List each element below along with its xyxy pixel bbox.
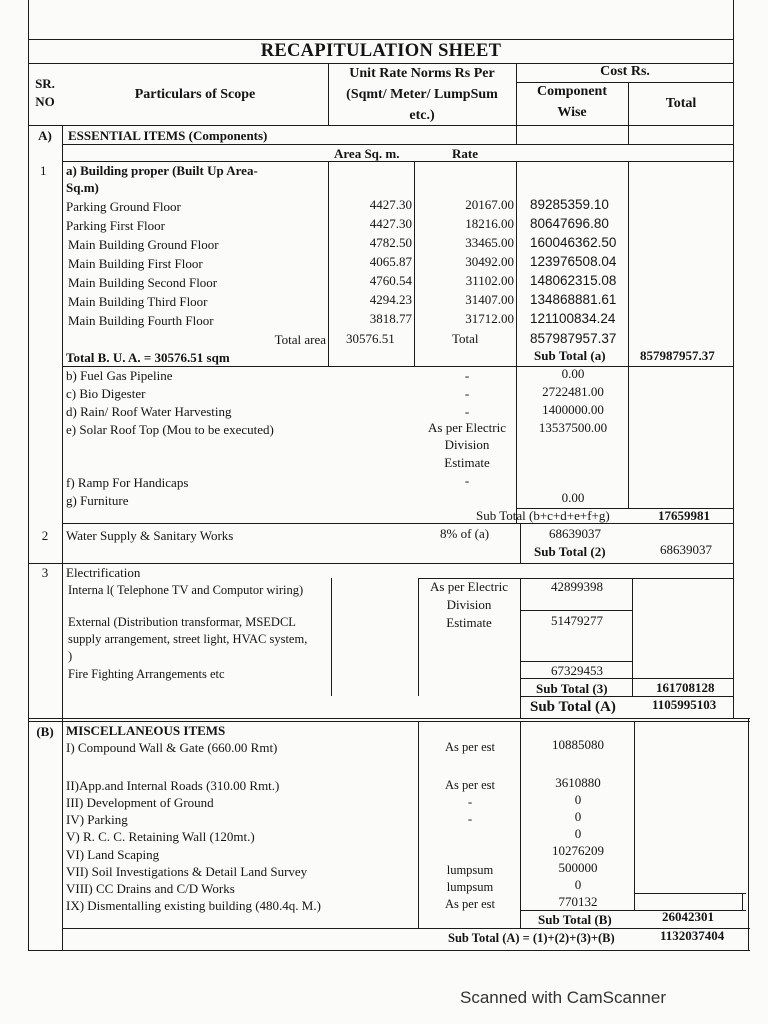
unit-rate-header: Unit Rate Norms Rs Per [349,66,495,81]
total-amount: 857987957.37 [530,331,617,346]
building-row-name: Main Building Fourth Floor [68,313,214,328]
building-row-area: 4427.30 [369,216,412,231]
external-amount: 51479277 [551,613,603,628]
electrification-title: Electrification [66,565,141,580]
fuel-gas-amount: 0.00 [561,366,585,381]
component-header: Component [536,84,607,99]
solar-rate: As per Electric [428,420,506,435]
unit-rate-header: etc.) [409,108,435,123]
building-row-name: Main Building Second Floor [68,275,218,290]
external-works: External (Distribution transformar, MSEDCL [68,615,296,629]
misc-item-amount: 0 [574,826,582,841]
bio-digester-name: c) Bio Digester [66,386,146,401]
building-row-area: 4760.54 [369,273,412,288]
rule [62,928,750,929]
building-row-amount: 160046362.50 [530,235,617,250]
internal-wiring: Interna l( Telephone TV and Computor wiring) [68,583,304,597]
ramp-rate: - [464,473,470,488]
building-row-amount: 123976508.04 [530,254,617,269]
rule [516,161,517,366]
building-row-rate: 20167.00 [465,197,514,212]
building-row-rate: 33465.00 [465,235,514,250]
subtotal-bg-value: 17659981 [658,508,710,523]
building-row-amount: 121100834.24 [530,311,616,326]
misc-item-amount: 0 [574,877,582,892]
misc-item-rate: As per est [445,778,495,792]
furniture-name: g) Furniture [66,493,129,508]
section-b-sr: (B) [36,724,54,739]
fire-fighting: Fire Fighting Arrangements etc [68,667,225,681]
rule [520,610,632,611]
misc-item-amount: 10885080 [552,737,604,752]
misc-item-name: III) Development of Ground [66,795,214,810]
rule [62,125,63,950]
water-amount: 68639037 [549,526,601,541]
furniture-amount: 0.00 [561,490,585,505]
misc-item-rate: lumpsum [446,863,494,877]
misc-item-amount: 500000 [558,860,598,875]
building-sr: 1 [40,163,47,178]
rule [28,950,750,951]
solar-rate: Division [444,437,490,452]
subtotal-bg-label: Sub Total (b+c+d+e+f+g) [476,508,610,523]
internal-amount: 42899398 [551,579,603,594]
water-sr: 2 [41,528,49,543]
external-works: ) [68,649,73,663]
sr-no-header: NO [35,94,55,109]
building-row-rate: 30492.00 [465,254,514,269]
total-area-label: Total area [274,332,326,347]
area-header: Area Sq. m. [334,146,400,161]
building-title: Sq.m) [66,180,99,195]
solar-rate: Estimate [444,455,490,470]
total-header: Total [665,96,697,111]
fuel-gas-name: b) Fuel Gas Pipeline [66,368,173,383]
sheet-title: RECAPITULATION SHEET [260,41,502,61]
rule [742,893,743,910]
building-row-amount: 89285359.10 [530,197,609,212]
building-row-area: 4294.23 [369,292,412,307]
electrification-sr: 3 [41,565,49,580]
subtotal-2-value: 68639037 [660,542,712,557]
rule [62,523,734,524]
fire-amount: 67329453 [551,663,603,678]
rule [628,366,629,508]
rain-harvest-amount: 1400000.00 [542,402,604,417]
subtotal-3-label: Sub Total (3) [536,681,608,696]
rain-harvest-rate: - [464,404,470,419]
building-row-rate: 31712.00 [465,311,514,326]
rule [634,893,746,894]
subtotal-2-label: Sub Total (2) [534,544,606,559]
building-title: a) Building proper (Built Up Area- [66,163,258,178]
misc-item-name: V) R. C. C. Retaining Wall (120mt.) [66,829,255,844]
water-name: Water Supply & Sanitary Works [66,528,234,543]
rule [632,578,633,696]
misc-item-amount: 0 [574,792,582,807]
subtotal-B-label: Sub Total (B) [538,912,612,927]
misc-item-name: VII) Soil Investigations & Detail Land Survey [66,864,308,879]
solar-name: e) Solar Roof Top (Mou to be executed) [66,422,274,437]
misc-item-amount: 0 [574,809,582,824]
misc-item-name: VIII) CC Drains and C/D Works [66,881,235,896]
building-row-amount: 80647696.80 [530,216,609,231]
subtotal-a-value: 857987957.37 [640,348,715,363]
rule [628,82,629,144]
water-rate: 8% of (a) [440,526,490,541]
building-row-rate: 18216.00 [465,216,514,231]
building-row-area: 3818.77 [369,311,412,326]
bio-digester-rate: - [464,386,470,401]
building-row-area: 4427.30 [369,197,412,212]
building-row-amount: 148062315.08 [530,273,617,288]
total-area-value: 30576.51 [346,331,395,346]
misc-item-rate: As per est [445,740,495,754]
cost-header: Cost Rs. [600,64,650,79]
electric-rate: As per Electric [430,579,508,594]
rule [28,718,750,719]
section-a-sr: A) [38,128,52,143]
building-row-name: Parking Ground Floor [66,199,181,214]
solar-amount: 13537500.00 [538,420,608,435]
component-header: Wise [557,105,587,120]
subtotal-A-label: Sub Total (A) [530,699,616,715]
building-row-rate: 31102.00 [465,273,514,288]
misc-item-rate: As per est [445,897,495,911]
misc-item-name: IX) Dismentalling existing building (480.4q. M.) [66,898,321,913]
grand-total-value: 1132037404 [660,928,725,943]
building-row-name: Parking First Floor [66,218,165,233]
misc-item-name: VI) Land Scaping [66,847,160,862]
building-row-rate: 31407.00 [465,292,514,307]
building-row-area: 4782.50 [369,235,412,250]
bio-digester-amount: 2722481.00 [542,384,604,399]
misc-item-name: II)App.and Internal Roads (310.00 Rmt.) [66,778,280,793]
building-row-area: 4065.87 [369,254,412,269]
rule [331,578,332,696]
misc-item-rate: - [467,811,473,826]
building-row-amount: 134868881.61 [530,292,617,307]
section-b-title: MISCELLANEOUS ITEMS [66,723,226,738]
ramp-name: f) Ramp For Handicaps [66,475,189,490]
total-label: Total [452,331,479,346]
section-a-title: ESSENTIAL ITEMS (Components) [68,128,268,143]
unit-rate-header: (Sqmt/ Meter/ LumpSum [346,87,498,102]
rule [634,721,635,910]
building-row-name: Main Building First Floor [68,256,203,271]
particulars-header: Particulars of Scope [134,87,256,102]
electric-rate: Division [446,597,492,612]
rain-harvest-name: d) Rain/ Roof Water Harvesting [66,404,232,419]
camscanner-watermark: Scanned with CamScanner [460,988,667,1007]
total-bua: Total B. U. A. = 30576.51 sqm [66,350,230,365]
building-row-name: Main Building Third Floor [68,294,208,309]
misc-item-name: I) Compound Wall & Gate (660.00 Rmt) [66,740,278,755]
rule [748,718,749,950]
grand-total-label: Sub Total (A) = (1)+(2)+(3)+(B) [448,931,615,945]
misc-item-rate: - [467,794,473,809]
rule [520,578,521,718]
misc-item-name: IV) Parking [66,812,128,827]
external-works: supply arrangement, street light, HVAC system, [68,632,308,646]
rate-header: Rate [452,146,478,161]
subtotal-A-value: 1105995103 [652,697,717,712]
misc-item-rate: lumpsum [446,880,494,894]
subtotal-3-value: 161708128 [656,680,715,695]
misc-item-amount: 3610880 [555,775,601,790]
rule [628,161,629,366]
electric-rate: Estimate [446,615,492,630]
misc-item-amount: 770132 [558,894,598,909]
sr-no-header: SR. [35,76,55,91]
building-row-name: Main Building Ground Floor [68,237,219,252]
subtotal-a-label: Sub Total (a) [534,348,606,363]
rule [418,578,419,696]
misc-item-amount: 10276209 [552,843,604,858]
fuel-gas-rate: - [464,368,470,383]
subtotal-B-value: 26042301 [662,909,714,924]
